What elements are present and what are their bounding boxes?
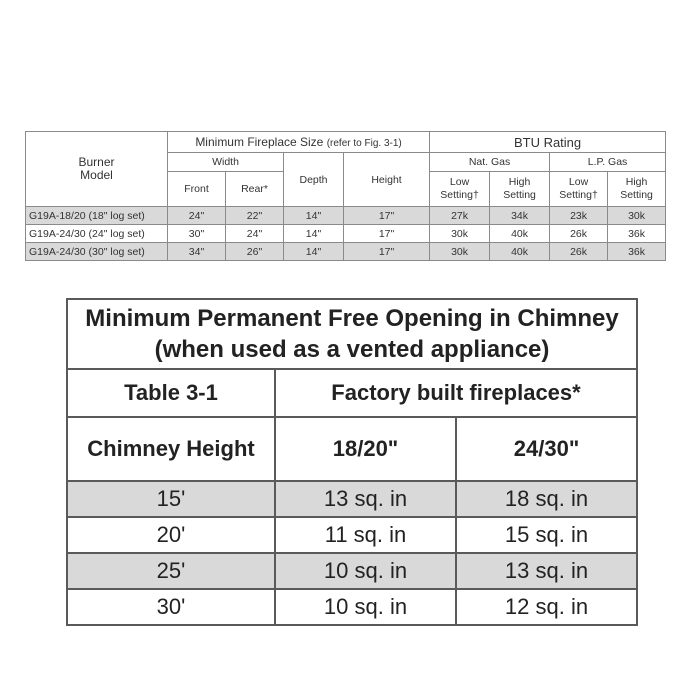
header-nat-high (490, 172, 550, 207)
header-burner-model-text: Burner Model (78, 155, 115, 183)
table-label: Table 3-1 (67, 369, 275, 417)
cell-front: 34" (168, 243, 226, 261)
header-depth: Depth (284, 153, 344, 207)
table-row (67, 481, 637, 517)
cell-model: G19A-24/30 (30" log set) (26, 243, 168, 261)
cell-depth: 14" (284, 225, 344, 243)
lp-high-text: High Setting (620, 176, 653, 202)
title-line-2: (when used as a vented appliance) (154, 336, 550, 363)
cell-rear: 22" (226, 207, 284, 225)
nat-high-text: High Setting (503, 176, 536, 202)
col-24-30-header: 24/30" (456, 417, 637, 481)
header-lp-low (550, 172, 608, 207)
cell-opening-18-20: 10 sq. in (275, 589, 456, 625)
cell-model: G19A-18/20 (18" log set) (26, 207, 168, 225)
table-row (26, 225, 666, 243)
chimney-height-header: Chimney Height (67, 417, 275, 481)
cell-opening-24-30: 13 sq. in (456, 553, 637, 589)
cell-lp-high: 30k (608, 207, 666, 225)
cell-lp-high: 36k (608, 225, 666, 243)
cell-rear: 24" (226, 225, 284, 243)
cell-model: G19A-24/30 (24" log set) (26, 225, 168, 243)
table-row (26, 207, 666, 225)
cell-height: 17" (344, 243, 430, 261)
cell-chimney-height: 20' (67, 517, 275, 553)
cell-chimney-height: 25' (67, 553, 275, 589)
cell-chimney-height: 15' (67, 481, 275, 517)
cell-nat-high: 40k (490, 225, 550, 243)
cell-lp-low: 23k (550, 207, 608, 225)
header-btu-rating: BTU Rating (430, 132, 666, 153)
header-front: Front (168, 172, 226, 207)
factory-built-header: Factory built fireplaces* (275, 369, 637, 417)
cell-opening-24-30: 15 sq. in (456, 517, 637, 553)
cell-front: 30" (168, 225, 226, 243)
header-min-fireplace-size (168, 132, 430, 153)
cell-opening-24-30: 18 sq. in (456, 481, 637, 517)
cell-lp-high: 36k (608, 243, 666, 261)
cell-nat-high: 40k (490, 243, 550, 261)
cell-height: 17" (344, 207, 430, 225)
table-row (67, 517, 637, 553)
cell-rear: 26" (226, 243, 284, 261)
cell-lp-low: 26k (550, 243, 608, 261)
header-height: Height (344, 153, 430, 207)
cell-height: 17" (344, 225, 430, 243)
table-row (26, 243, 666, 261)
header-rear: Rear* (226, 172, 284, 207)
table-row (67, 553, 637, 589)
lp-low-text: Low Setting† (559, 176, 598, 202)
header-width: Width (168, 153, 284, 172)
cell-opening-18-20: 13 sq. in (275, 481, 456, 517)
cell-opening-24-30: 12 sq. in (456, 589, 637, 625)
cell-chimney-height: 30' (67, 589, 275, 625)
cell-lp-low: 26k (550, 225, 608, 243)
cell-nat-low: 27k (430, 207, 490, 225)
chimney-free-opening-table (66, 298, 638, 626)
table-title (67, 299, 637, 369)
header-burner-model (26, 132, 168, 207)
header-nat-low (430, 172, 490, 207)
cell-depth: 14" (284, 207, 344, 225)
cell-opening-18-20: 11 sq. in (275, 517, 456, 553)
title-line-1: Minimum Permanent Free Opening in Chimney (85, 305, 619, 332)
cell-depth: 14" (284, 243, 344, 261)
cell-nat-low: 30k (430, 225, 490, 243)
col-18-20-header: 18/20" (275, 417, 456, 481)
cell-front: 24" (168, 207, 226, 225)
header-lp-gas: L.P. Gas (550, 153, 666, 172)
header-nat-gas: Nat. Gas (430, 153, 550, 172)
header-lp-high (608, 172, 666, 207)
cell-nat-low: 30k (430, 243, 490, 261)
fireplace-size-btu-table (25, 131, 666, 261)
cell-nat-high: 34k (490, 207, 550, 225)
table-row (67, 589, 637, 625)
header-min-size-note: (refer to Fig. 3-1) (326, 138, 402, 150)
header-min-size-text: Minimum Fireplace Size (195, 135, 324, 150)
cell-opening-18-20: 10 sq. in (275, 553, 456, 589)
nat-low-text: Low Setting† (440, 176, 479, 202)
